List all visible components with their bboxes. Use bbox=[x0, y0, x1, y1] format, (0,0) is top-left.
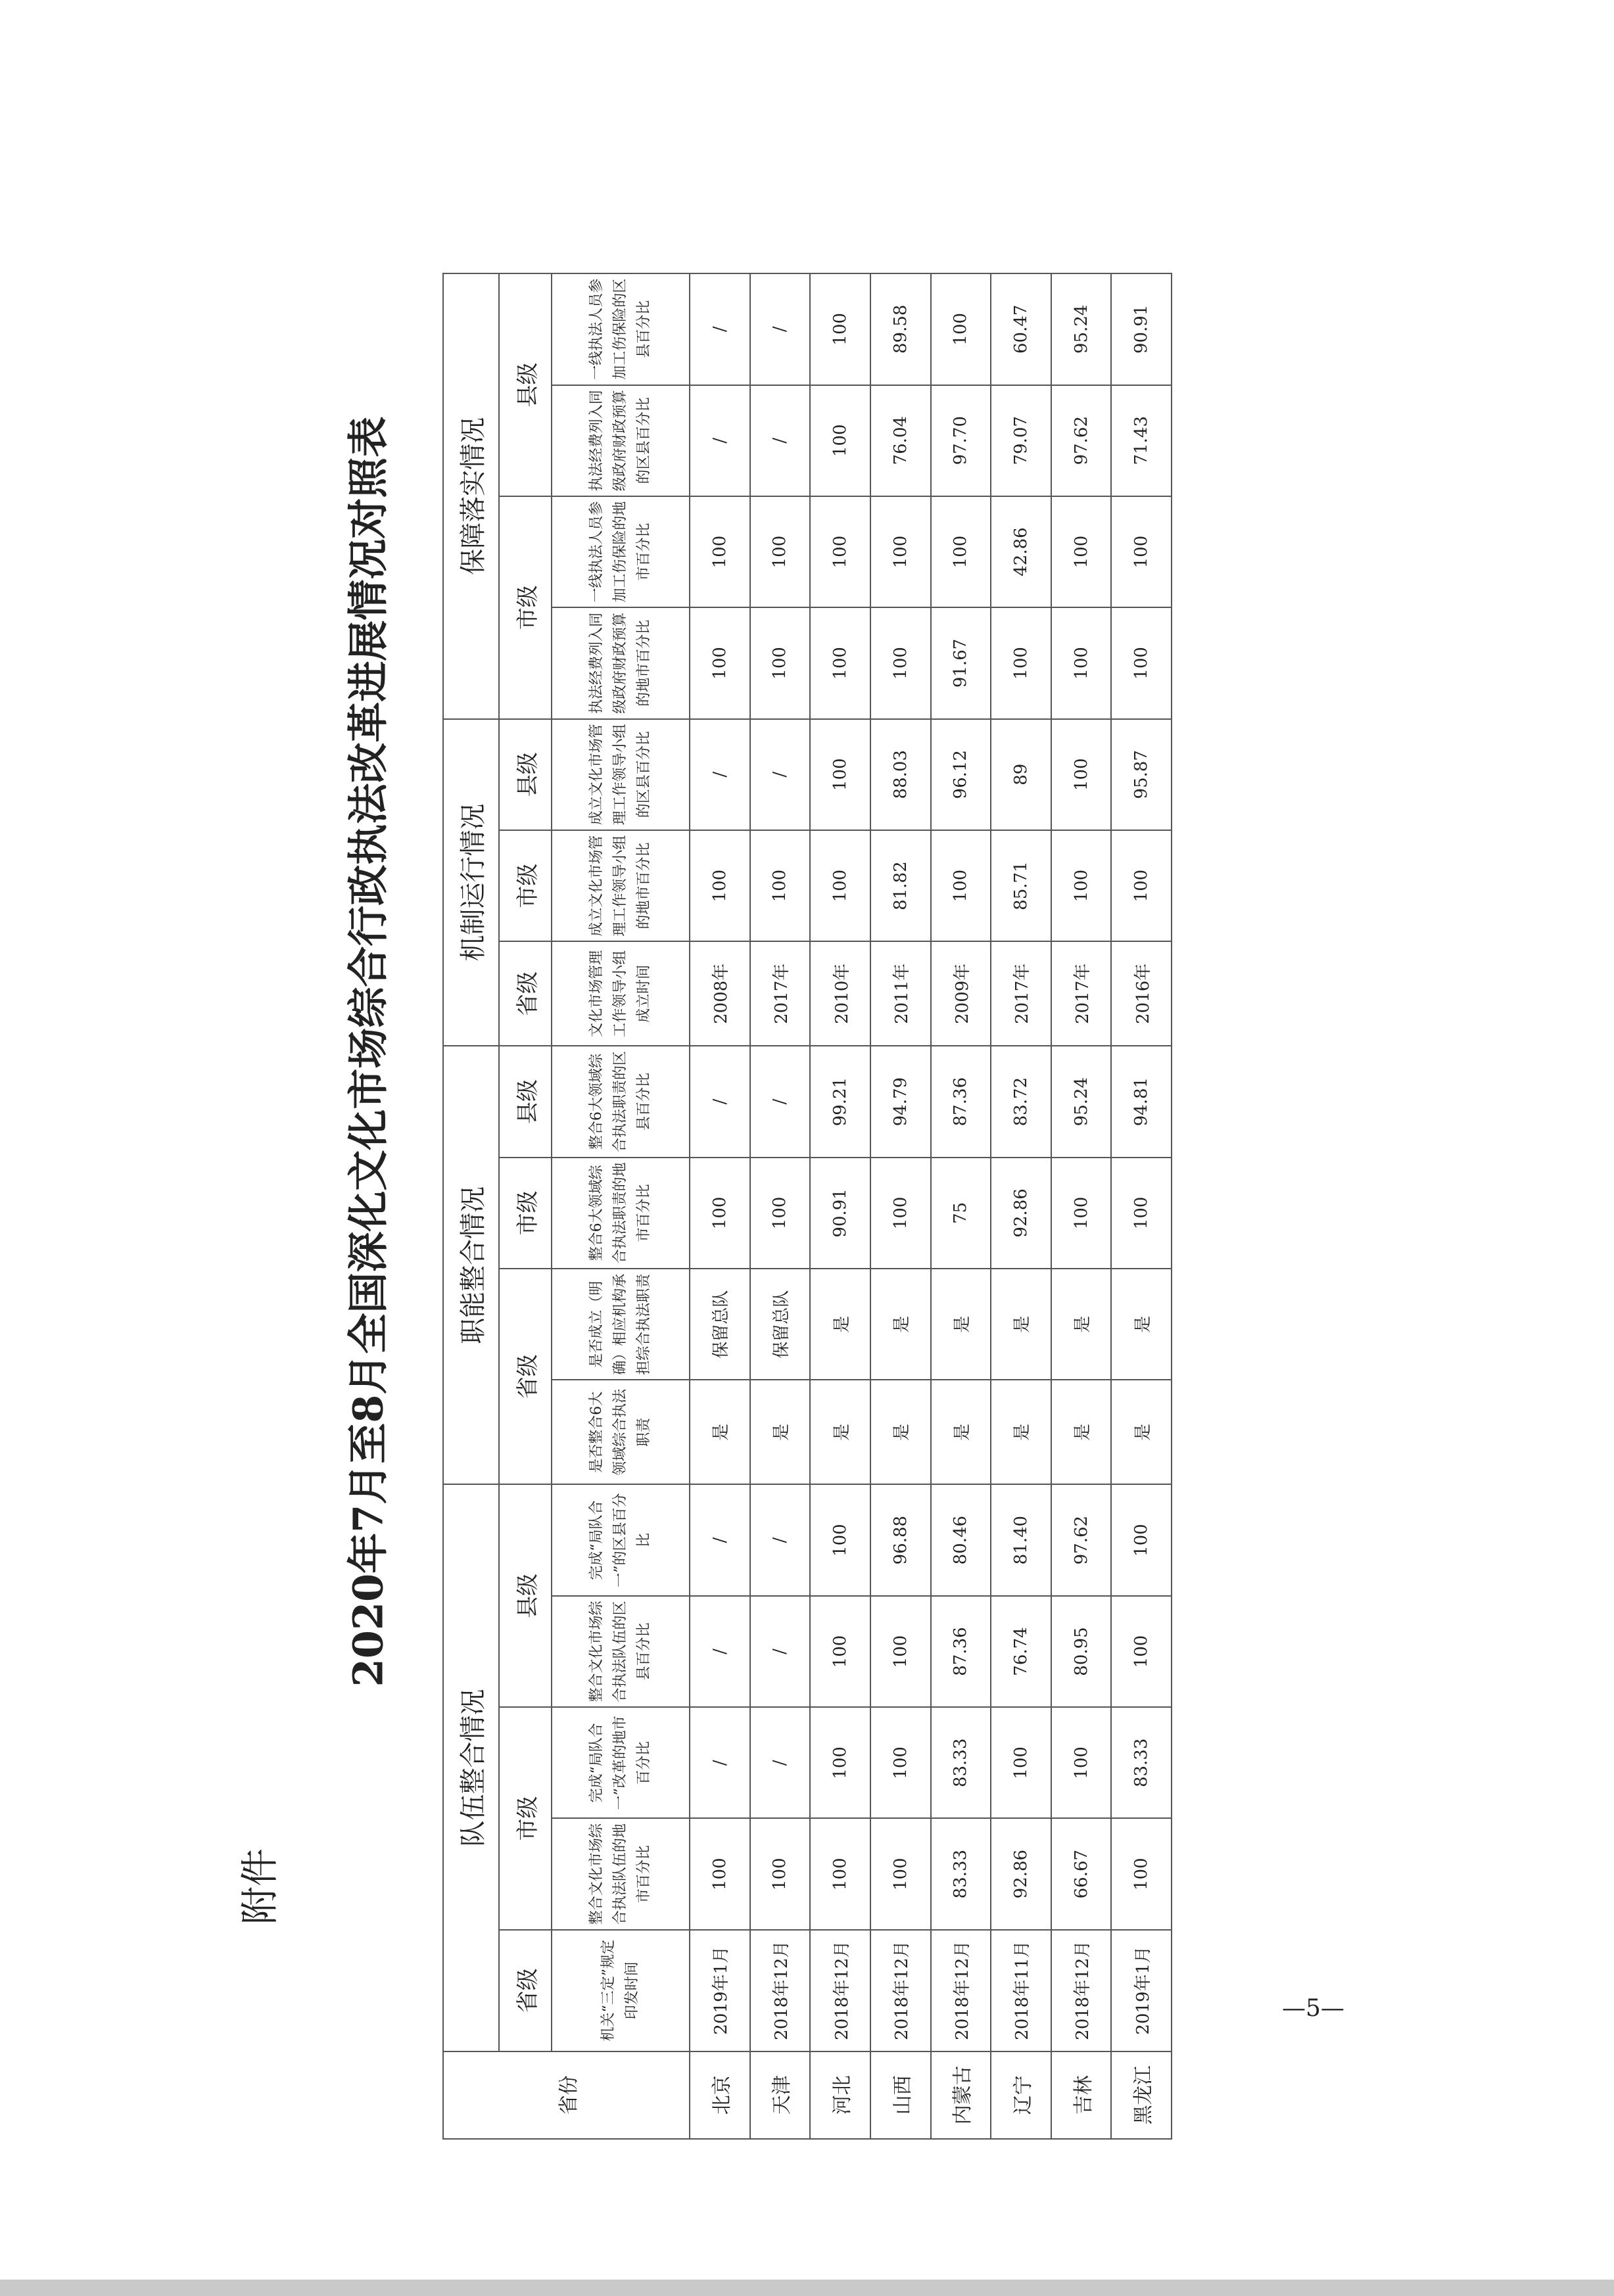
data-cell: 97.62 bbox=[1051, 1484, 1112, 1595]
data-cell: 100 bbox=[1051, 607, 1112, 718]
subheader-duty-county: 县级 bbox=[499, 1046, 552, 1157]
page-number: —5— bbox=[1282, 1995, 1344, 2022]
data-cell: 92.86 bbox=[991, 1158, 1051, 1269]
col-desc: 执法经费列入同级政府财政预算的地市百分比 bbox=[552, 607, 690, 718]
table-row bbox=[931, 273, 991, 2139]
data-cell: 100 bbox=[870, 1158, 931, 1269]
data-cell: 100 bbox=[1051, 719, 1112, 830]
data-cell: 100 bbox=[1111, 496, 1172, 607]
subheader-team-provincial: 省级 bbox=[499, 1930, 552, 2051]
data-cell: 100 bbox=[690, 496, 750, 607]
col-desc: 完成“局队合一”的区县百分比 bbox=[552, 1484, 690, 1595]
data-cell: 100 bbox=[1051, 1707, 1112, 1818]
data-cell: / bbox=[750, 273, 811, 385]
data-cell: 80.95 bbox=[1051, 1596, 1112, 1707]
data-cell: 100 bbox=[690, 1158, 750, 1269]
subheader-duty-provincial: 省级 bbox=[499, 1269, 552, 1484]
data-cell: 100 bbox=[750, 830, 811, 941]
data-cell: 100 bbox=[1111, 1484, 1172, 1595]
data-cell: 100 bbox=[810, 1596, 870, 1707]
col-desc: 一线执法人员参加工伤保险的区县百分比 bbox=[552, 273, 690, 385]
data-cell: 100 bbox=[870, 1707, 931, 1818]
data-cell: 100 bbox=[870, 607, 931, 718]
data-cell: 2019年1月 bbox=[1111, 1930, 1172, 2051]
data-cell: 100 bbox=[1111, 607, 1172, 718]
col-desc: 整合6大领域综合执法职责的区县百分比 bbox=[552, 1046, 690, 1157]
header-team: 队伍整合情况 bbox=[443, 1484, 499, 2051]
province-cell: 辽宁 bbox=[991, 2051, 1051, 2139]
data-cell: 是 bbox=[870, 1380, 931, 1484]
data-cell: 100 bbox=[810, 719, 870, 830]
province-cell: 吉林 bbox=[1051, 2051, 1112, 2139]
data-cell: 100 bbox=[810, 607, 870, 718]
data-cell: 81.82 bbox=[870, 830, 931, 941]
table-row bbox=[1111, 273, 1172, 2139]
data-cell: 是 bbox=[1051, 1380, 1112, 1484]
table-row bbox=[1051, 273, 1112, 2139]
data-cell: / bbox=[690, 719, 750, 830]
header-duty: 职能整合情况 bbox=[443, 1046, 499, 1484]
subheader-mech-provincial: 省级 bbox=[499, 941, 552, 1046]
data-cell: 88.03 bbox=[870, 719, 931, 830]
subheader-team-city: 市级 bbox=[499, 1707, 552, 1930]
data-cell: 89 bbox=[991, 719, 1051, 830]
data-cell: / bbox=[690, 1707, 750, 1818]
data-cell: / bbox=[690, 1596, 750, 1707]
data-cell: / bbox=[690, 273, 750, 385]
data-cell: 是 bbox=[1111, 1269, 1172, 1380]
data-cell: / bbox=[750, 719, 811, 830]
data-cell: 83.72 bbox=[991, 1046, 1051, 1157]
data-cell: 90.91 bbox=[810, 1158, 870, 1269]
data-cell: 100 bbox=[810, 830, 870, 941]
table-row bbox=[870, 273, 931, 2139]
data-cell: 81.40 bbox=[991, 1484, 1051, 1595]
data-cell: 89.58 bbox=[870, 273, 931, 385]
data-cell: 100 bbox=[931, 496, 991, 607]
data-cell: 95.87 bbox=[1111, 719, 1172, 830]
province-cell: 天津 bbox=[750, 2051, 811, 2139]
data-cell: 100 bbox=[690, 1819, 750, 1930]
rotated-table-container bbox=[442, 273, 1172, 2140]
data-cell: 83.33 bbox=[931, 1707, 991, 1818]
data-cell: 100 bbox=[810, 385, 870, 496]
data-cell: 100 bbox=[1111, 1596, 1172, 1707]
data-cell: 100 bbox=[1111, 1819, 1172, 1930]
header-province: 省份 bbox=[443, 2051, 690, 2139]
header-guarantee: 保障落实情况 bbox=[443, 273, 499, 719]
data-cell: 2016年 bbox=[1111, 941, 1172, 1046]
data-cell: 2019年1月 bbox=[690, 1930, 750, 2051]
subheader-mech-county: 县级 bbox=[499, 719, 552, 830]
table-row bbox=[991, 273, 1051, 2139]
data-cell: / bbox=[750, 385, 811, 496]
data-cell: 85.71 bbox=[991, 830, 1051, 941]
data-cell: 100 bbox=[690, 607, 750, 718]
data-cell: 97.62 bbox=[1051, 385, 1112, 496]
data-cell: 是 bbox=[870, 1269, 931, 1380]
data-cell: 100 bbox=[750, 496, 811, 607]
data-cell: 75 bbox=[931, 1158, 991, 1269]
data-cell: 是 bbox=[810, 1269, 870, 1380]
data-cell: 是 bbox=[931, 1269, 991, 1380]
data-cell: 2017年 bbox=[991, 941, 1051, 1046]
col-desc: 成立文化市场管理工作领导小组的区县百分比 bbox=[552, 719, 690, 830]
data-cell: 100 bbox=[1111, 830, 1172, 941]
province-cell: 北京 bbox=[690, 2051, 750, 2139]
data-cell: 保留总队 bbox=[750, 1269, 811, 1380]
data-cell: 60.47 bbox=[991, 273, 1051, 385]
data-cell: 100 bbox=[750, 1158, 811, 1269]
col-desc: 整合6大领域综合执法职责的地市百分比 bbox=[552, 1158, 690, 1269]
data-cell: 71.43 bbox=[1111, 385, 1172, 496]
col-desc: 整合文化市场综合执法队伍的区县百分比 bbox=[552, 1596, 690, 1707]
data-cell: 95.24 bbox=[1051, 1046, 1112, 1157]
col-desc: 文化市场管理工作领导小组成立时间 bbox=[552, 941, 690, 1046]
data-cell: 91.67 bbox=[931, 607, 991, 718]
col-desc: 成立文化市场管理工作领导小组的地市百分比 bbox=[552, 830, 690, 941]
data-cell: 83.33 bbox=[1111, 1707, 1172, 1818]
col-desc: 是否整合6大领域综合执法职责 bbox=[552, 1380, 690, 1484]
data-cell: 2011年 bbox=[870, 941, 931, 1046]
data-cell: 42.86 bbox=[991, 496, 1051, 607]
data-cell: 是 bbox=[690, 1380, 750, 1484]
data-cell: 90.91 bbox=[1111, 273, 1172, 385]
col-desc: 是否成立（明确）相应机构承担综合执法职责 bbox=[552, 1269, 690, 1380]
data-cell: 2010年 bbox=[810, 941, 870, 1046]
table-row bbox=[810, 273, 870, 2139]
data-cell: 87.36 bbox=[931, 1596, 991, 1707]
data-cell: 79.07 bbox=[991, 385, 1051, 496]
scan-edge bbox=[0, 2280, 1614, 2296]
data-cell: 100 bbox=[1051, 496, 1112, 607]
data-cell: 2018年12月 bbox=[810, 1930, 870, 2051]
data-cell: 是 bbox=[750, 1380, 811, 1484]
data-cell: 2018年11月 bbox=[991, 1930, 1051, 2051]
province-cell: 山西 bbox=[870, 2051, 931, 2139]
table-body bbox=[690, 273, 1172, 2139]
data-cell: / bbox=[750, 1596, 811, 1707]
data-cell: 是 bbox=[991, 1380, 1051, 1484]
subheader-mech-city: 市级 bbox=[499, 830, 552, 941]
data-cell: 是 bbox=[931, 1380, 991, 1484]
table-row bbox=[690, 273, 750, 2139]
subheader-duty-city: 市级 bbox=[499, 1158, 552, 1269]
data-cell: 94.79 bbox=[870, 1046, 931, 1157]
col-desc: 完成“局队合一”改革的地市百分比 bbox=[552, 1707, 690, 1818]
header-mechanism: 机制运行情况 bbox=[443, 719, 499, 1046]
data-cell: 100 bbox=[870, 496, 931, 607]
data-cell: 100 bbox=[810, 496, 870, 607]
data-cell: 100 bbox=[750, 607, 811, 718]
data-cell: 2018年12月 bbox=[750, 1930, 811, 2051]
province-cell: 河北 bbox=[810, 2051, 870, 2139]
data-cell: 76.04 bbox=[870, 385, 931, 496]
col-desc: 执法经费列入同级政府财政预算的区县百分比 bbox=[552, 385, 690, 496]
data-cell: 2008年 bbox=[690, 941, 750, 1046]
reform-progress-table bbox=[442, 273, 1172, 2140]
data-cell: / bbox=[690, 1484, 750, 1595]
data-cell: 100 bbox=[810, 273, 870, 385]
col-desc: 一线执法人员参加工伤保险的地市百分比 bbox=[552, 496, 690, 607]
data-cell: 92.86 bbox=[991, 1819, 1051, 1930]
data-cell: 2017年 bbox=[750, 941, 811, 1046]
data-cell: 100 bbox=[1111, 1158, 1172, 1269]
province-cell: 内蒙古 bbox=[931, 2051, 991, 2139]
data-cell: 100 bbox=[991, 1707, 1051, 1818]
subheader-team-county: 县级 bbox=[499, 1484, 552, 1707]
data-cell: 100 bbox=[810, 1819, 870, 1930]
page-title: 2020年7月至8月全国深化文化市场综合行政执法改革进展情况对照表 bbox=[344, 416, 392, 1687]
data-cell: 100 bbox=[931, 830, 991, 941]
data-cell: 是 bbox=[991, 1269, 1051, 1380]
data-cell: 2017年 bbox=[1051, 941, 1112, 1046]
data-cell: 66.67 bbox=[1051, 1819, 1112, 1930]
data-cell: 94.81 bbox=[1111, 1046, 1172, 1157]
data-cell: 87.36 bbox=[931, 1046, 991, 1157]
col-desc: 机关“三定”规定印发时间 bbox=[552, 1930, 690, 2051]
data-cell: 是 bbox=[1051, 1269, 1112, 1380]
data-cell: / bbox=[750, 1484, 811, 1595]
data-cell: 100 bbox=[750, 1819, 811, 1930]
data-cell: 100 bbox=[870, 1819, 931, 1930]
data-cell: / bbox=[690, 385, 750, 496]
data-cell: 96.12 bbox=[931, 719, 991, 830]
data-cell: 99.21 bbox=[810, 1046, 870, 1157]
data-cell: 是 bbox=[810, 1380, 870, 1484]
province-cell: 黑龙江 bbox=[1111, 2051, 1172, 2139]
data-cell: 80.46 bbox=[931, 1484, 991, 1595]
data-cell: / bbox=[690, 1046, 750, 1157]
data-cell: 100 bbox=[931, 273, 991, 385]
data-cell: 76.74 bbox=[991, 1596, 1051, 1707]
data-cell: 100 bbox=[810, 1484, 870, 1595]
data-cell: 2018年12月 bbox=[1051, 1930, 1112, 2051]
data-cell: 97.70 bbox=[931, 385, 991, 496]
attachment-label: 附件 bbox=[237, 1848, 282, 1925]
data-cell: 100 bbox=[991, 607, 1051, 718]
subheader-guar-city: 市级 bbox=[499, 496, 552, 719]
data-cell: 83.33 bbox=[931, 1819, 991, 1930]
data-cell: 是 bbox=[1111, 1380, 1172, 1484]
data-cell: / bbox=[750, 1707, 811, 1818]
data-cell: 100 bbox=[810, 1707, 870, 1818]
data-cell: 保留总队 bbox=[690, 1269, 750, 1380]
data-cell: 95.24 bbox=[1051, 273, 1112, 385]
data-cell: / bbox=[750, 1046, 811, 1157]
col-desc: 整合文化市场综合执法队伍的地市百分比 bbox=[552, 1819, 690, 1930]
data-cell: 100 bbox=[870, 1596, 931, 1707]
data-cell: 100 bbox=[1051, 830, 1112, 941]
data-cell: 2018年12月 bbox=[931, 1930, 991, 2051]
data-cell: 100 bbox=[690, 830, 750, 941]
subheader-guar-county: 县级 bbox=[499, 273, 552, 496]
data-cell: 2009年 bbox=[931, 941, 991, 1046]
data-cell: 2018年12月 bbox=[870, 1930, 931, 2051]
data-cell: 100 bbox=[1051, 1158, 1112, 1269]
table-row bbox=[750, 273, 811, 2139]
data-cell: 96.88 bbox=[870, 1484, 931, 1595]
